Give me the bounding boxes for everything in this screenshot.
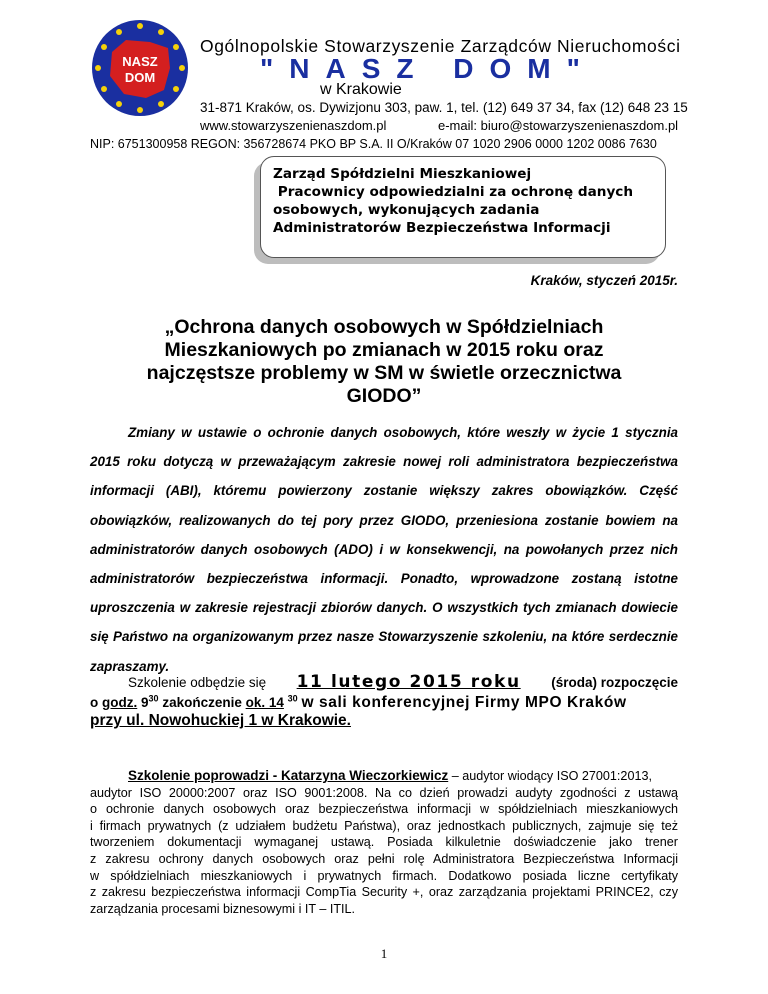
intro-line: obowiązków, realizowanych do tej pory przez GIODO, przeniesiona zostanie bowiem na (90, 512, 678, 528)
logo-text-line1: NASZ (122, 54, 158, 69)
intro-line: się Państwo na organizowanym przez nasze Stowarzyszenie szkoleniu, na które serdecznie (90, 629, 678, 645)
recipient-box (260, 156, 666, 258)
org-name: Ogólnopolskie Stowarzyszenie Zarządców Nieruchomości (200, 36, 681, 56)
document-title (110, 316, 658, 408)
intro-line: uproszczenia w zakresie rejestracji zbiorów danych. O wszystkich tych zmianach dowiecie (90, 600, 678, 616)
recipient-line: Pracownicy odpowiedzialni za ochronę danych (273, 184, 634, 200)
org-city: w Krakowie (320, 81, 402, 98)
start-hour: 9 (141, 695, 149, 710)
letter-date: Kraków, styczeń 2015r. (530, 273, 678, 288)
title-line: GIODO” (346, 385, 422, 407)
end-label: zakończenie (162, 695, 242, 710)
training-address: przy ul. Nowohuckiej 1 w Krakowie. (90, 712, 351, 729)
org-registration-ids: NIP: 6751300958 REGON: 356728674 PKO BP S.A. II O/Kraków 07 1020 2906 0000 1202 0086 7630 (90, 137, 657, 151)
bio-line: z zakresu bezpieczeństwa informacji CompTia Security +, oraz zarządzania projektami PRINCE2, czy (90, 885, 678, 900)
org-email-link[interactable]: e-mail: biuro@stowarzyszenienaszdom.pl (438, 118, 679, 133)
trainer-bio (90, 768, 678, 917)
start-minutes: 30 (148, 693, 159, 704)
end-minutes: 30 (287, 693, 298, 704)
title-line: najczęstsze problemy w SM w świetle orzecznictwa (146, 362, 622, 384)
intro-line: 2015 roku dotyczą w przeważającym zakresie nowej roli administratora bezpieczeństwa (90, 454, 678, 470)
intro-line: administratorów danych osobowych (ADO) i w konsekwencji, na powołanych przez nich (90, 541, 678, 557)
intro-line: zapraszamy. (90, 658, 170, 674)
title-line: Mieszkaniowych po zmianach w 2015 roku oraz (164, 339, 604, 361)
intro-line: Zmiany w ustawie o ochronie danych osobowych, które weszły w życie 1 stycznia (128, 425, 678, 440)
training-weekday: (środa) rozpoczęcie (551, 675, 678, 690)
training-venue: w sali konferencyjnej Firmy MPO Kraków (301, 694, 627, 711)
org-address: 31-871 Kraków, os. Dywizjonu 303, paw. 1, tel. (12) 649 37 34, fax (12) 648 23 15 (200, 100, 688, 115)
bio-line: zarządzania procesami biznesowymi i IT – ITIL. (90, 901, 356, 916)
schedule-o: o (90, 695, 99, 710)
title-line: „Ochrona danych osobowych w Spółdzielniach (164, 316, 604, 338)
training-schedule (90, 672, 678, 730)
intro-line: administratorów bezpieczeństwa informacji. Ponadto, wprowadzone zostaną istotne (90, 570, 678, 586)
recipient-line: Zarząd Spółdzielni Mieszkaniowej (273, 166, 532, 182)
page-number: 1 (380, 946, 388, 961)
logo-text-line2: DOM (124, 70, 156, 85)
bio-line: tworzeniem dokumentacji wymaganej ustawą. Posiada kilkuletnie doświadczenie jako trener (90, 835, 678, 850)
bio-line: z zakresu ochrony danych osobowych oraz pełni rolę Administratora Bezpieczeństwa Informacji (90, 851, 678, 866)
recipient-line: Administratorów Bezpieczeństwa Informacji (273, 220, 611, 236)
intro-paragraph (90, 424, 678, 687)
training-date: 11 lutego 2015 roku (296, 672, 521, 692)
end-hour: ok. 14 (245, 695, 284, 710)
trainer-name: Szkolenie poprowadzi - Katarzyna Wieczorkiewicz (128, 768, 449, 783)
organization-logo (90, 18, 190, 118)
org-brand: "NASZ DOM" (260, 53, 596, 84)
bio-line: o ochronie danych osobowych oraz bezpieczeństwa informacji w spółdzielniach mieszkaniowych (90, 802, 678, 817)
bio-line: w spółdzielniach mieszkaniowych i prywatnych firmach. Dodatkowo posiada liczne certyfikaty (90, 868, 678, 883)
recipient-line: osobowych, wykonujących zadania (273, 202, 540, 218)
bio-line: i firmach prywatnych (z udziałem budżetu Państwa), oraz jednostkach publicznych, zajmuje się też (90, 818, 678, 833)
bio-line: – audytor wiodący ISO 27001:2013, (448, 769, 652, 783)
bio-line: audytor ISO 20000:2007 oraz ISO 9001:2008. Na co dzień prowadzi audyty zgodności z ustawą (90, 785, 678, 800)
schedule-godz: godz. (102, 695, 138, 710)
schedule-lead: Szkolenie odbędzie się (128, 675, 267, 690)
intro-line: informacji (ABI), któremu powierzony zostanie większy zakres obowiązków. Część (90, 483, 678, 499)
org-website-link[interactable]: www.stowarzyszenienaszdom.pl (200, 118, 387, 133)
